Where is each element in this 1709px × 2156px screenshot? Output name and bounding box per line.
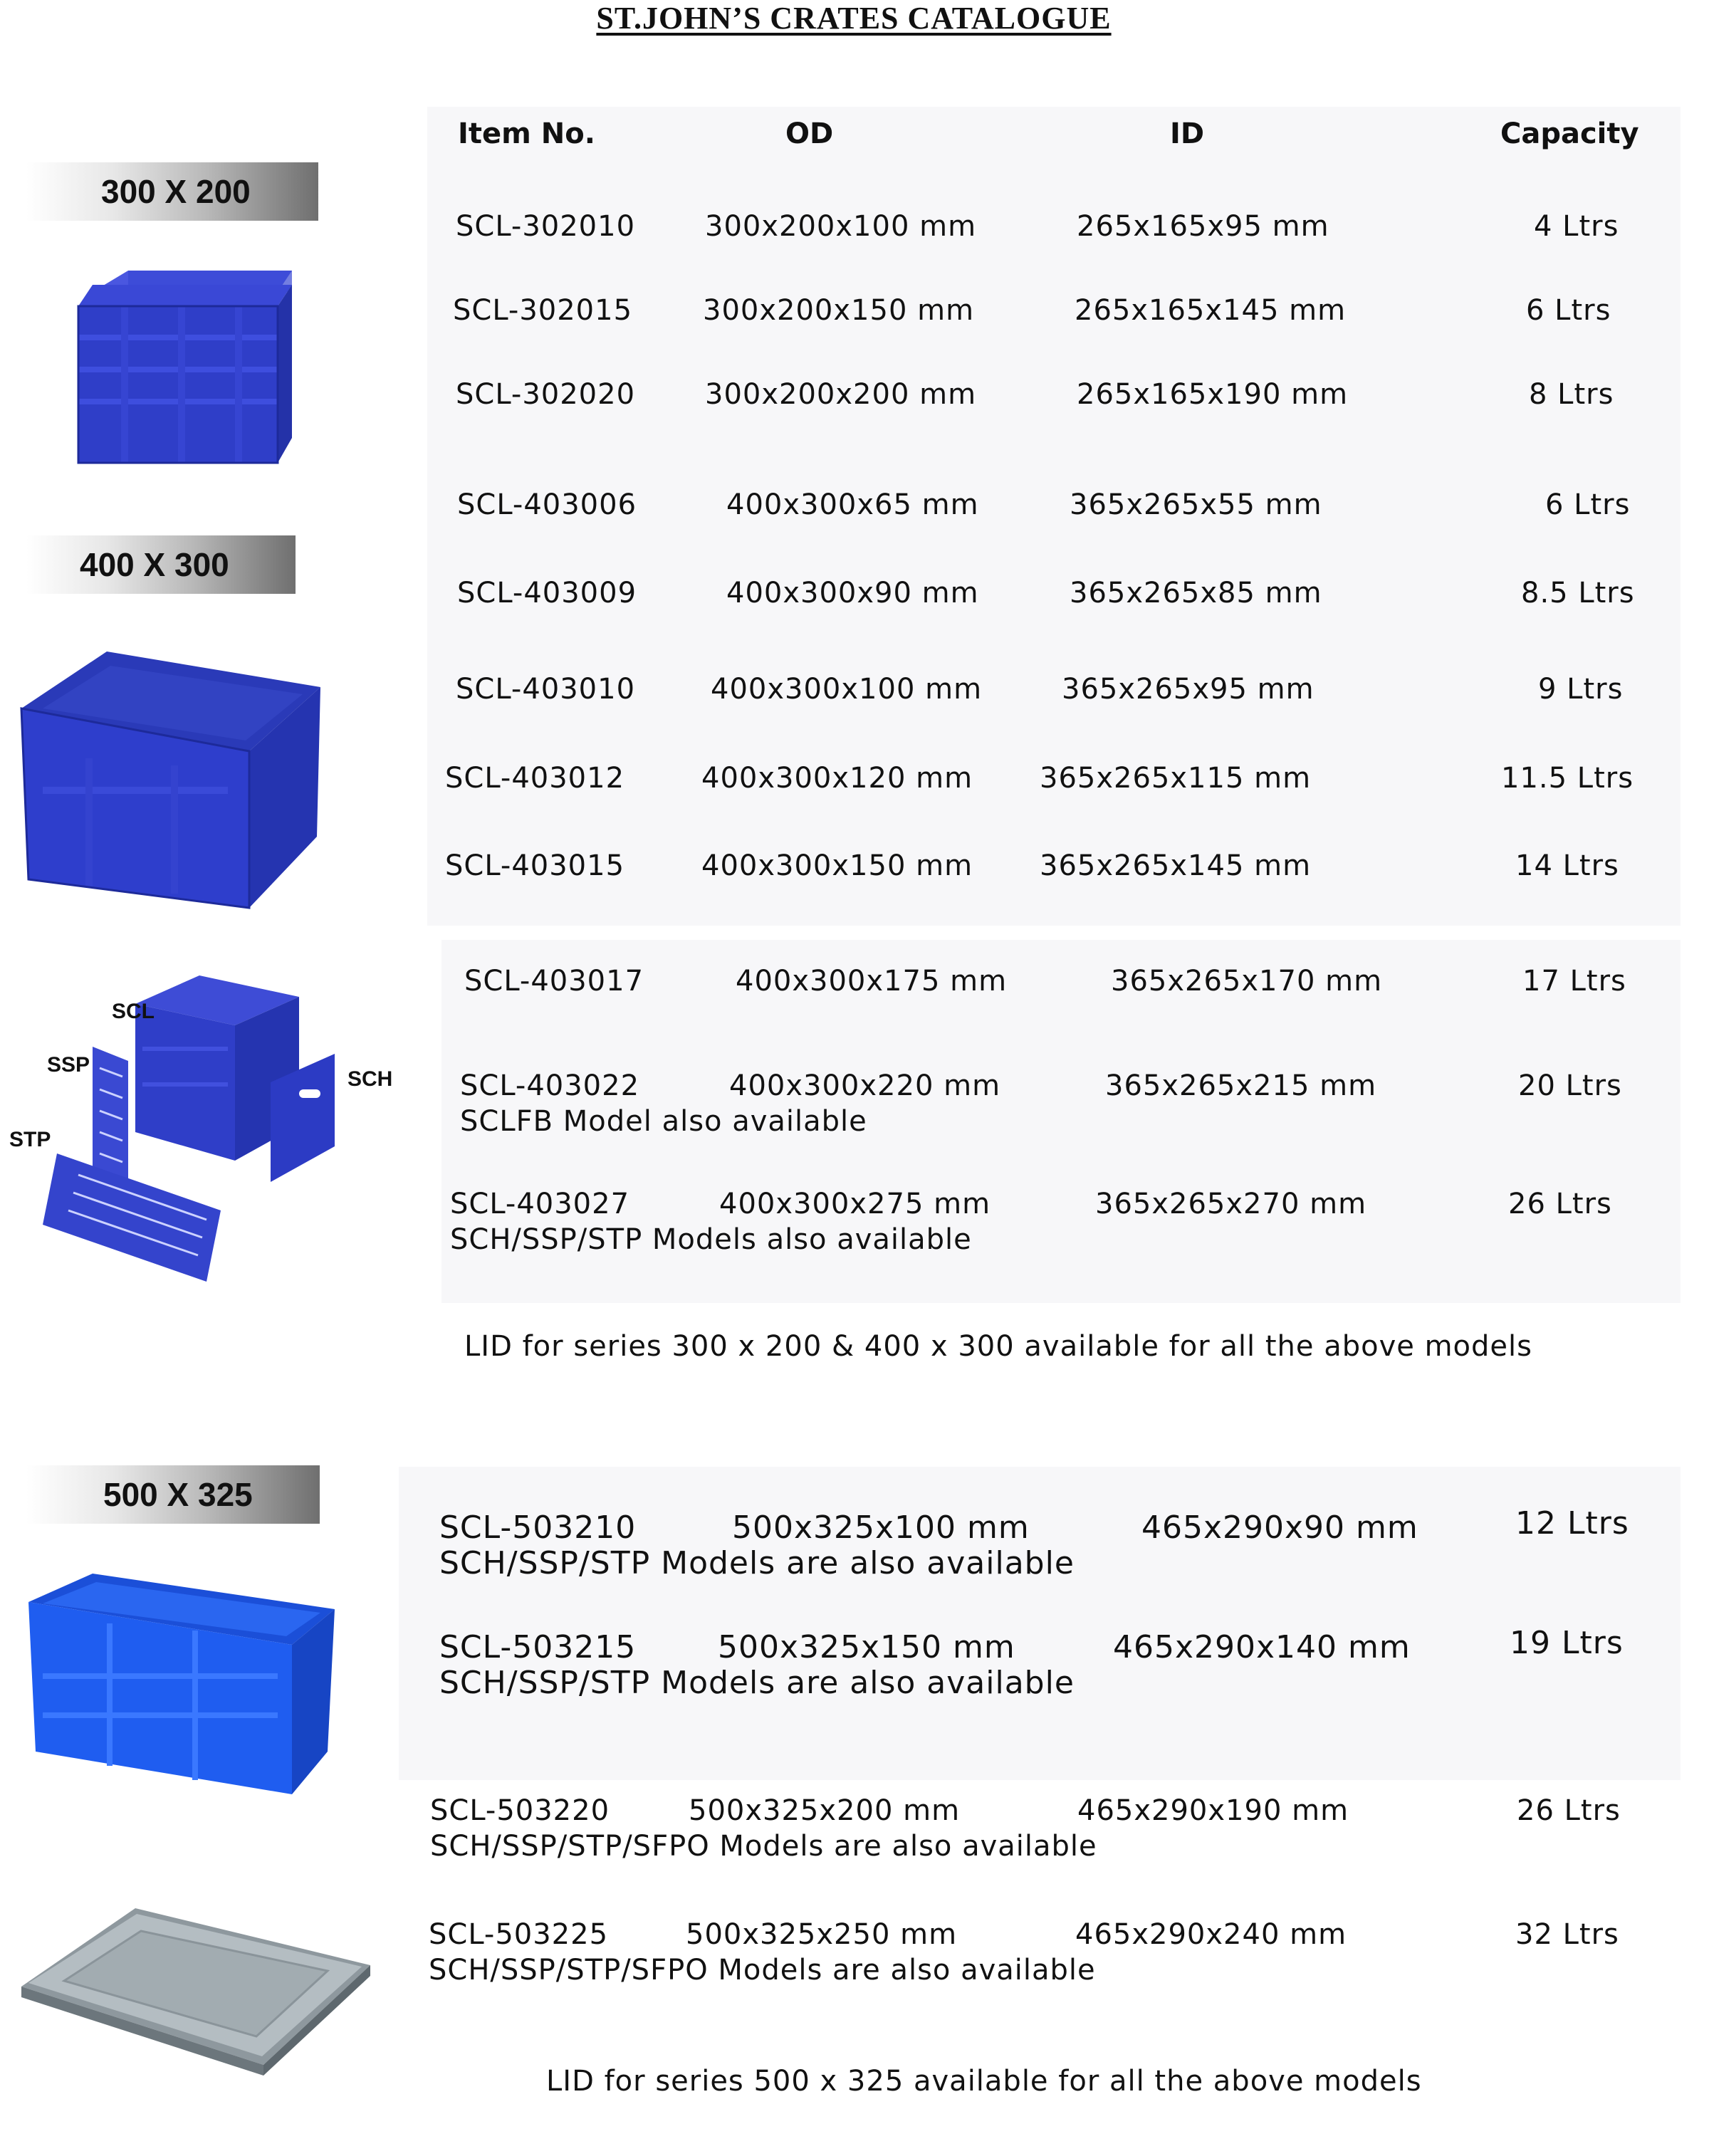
cell-capacity: 14 Ltrs	[1515, 849, 1619, 882]
cell-od: 300x200x100 mm	[705, 210, 977, 243]
cell-capacity: 9 Ltrs	[1538, 673, 1624, 706]
series-badge-400x300	[26, 535, 296, 594]
cell-capacity: 4 Ltrs	[1534, 210, 1619, 243]
lid-image	[14, 1901, 370, 2086]
cell-capacity: 11.5 Ltrs	[1501, 762, 1634, 795]
cell-item-no: SCL-302015	[453, 294, 633, 327]
cell-item-no: SCL-503225	[429, 1918, 609, 1951]
header-od: OD	[785, 117, 834, 150]
cell-od: 500x325x250 mm	[686, 1918, 958, 1951]
lid-note-second: LID for series 500 x 325 available for all the above models	[546, 2065, 1422, 2098]
cell-od: 500x325x200 mm	[689, 1794, 961, 1827]
row-note: SCH/SSP/STP/SFPO Models are also available	[429, 1954, 1096, 1987]
header-id: ID	[1170, 117, 1205, 150]
cell-item-no: SCL-503220	[430, 1794, 610, 1827]
cell-item-no: SCL-302020	[456, 378, 636, 411]
cell-item-no: SCL-503215	[439, 1629, 637, 1665]
cell-id: 365x265x85 mm	[1070, 577, 1322, 609]
cell-capacity: 26 Ltrs	[1517, 1794, 1621, 1827]
crate-500x325-image	[21, 1566, 335, 1809]
crate-400x300-image	[14, 644, 328, 915]
cell-id: 365x265x115 mm	[1040, 762, 1312, 795]
cell-item-no: SCL-403010	[456, 673, 636, 706]
cell-od: 400x300x275 mm	[719, 1188, 991, 1220]
cell-item-no: SCL-403015	[445, 849, 625, 882]
row-note: SCH/SSP/STP Models are also available	[439, 1665, 1075, 1701]
cell-od: 400x300x100 mm	[711, 673, 983, 706]
cell-id: 365x265x145 mm	[1040, 849, 1312, 882]
cell-capacity: 8.5 Ltrs	[1521, 577, 1635, 609]
exploded-crate-image	[0, 947, 413, 1289]
cell-item-no: SCL-403017	[464, 965, 644, 998]
cell-capacity: 32 Ltrs	[1515, 1918, 1619, 1951]
cell-item-no: SCL-403012	[445, 762, 625, 795]
cell-od: 400x300x175 mm	[736, 965, 1008, 998]
cell-capacity: 17 Ltrs	[1522, 965, 1626, 998]
cell-od: 400x300x65 mm	[726, 488, 979, 521]
series-badge-500x325-label: 500 X 325	[103, 1476, 253, 1513]
cell-od: 500x325x150 mm	[718, 1629, 1015, 1665]
header-item-no: Item No.	[458, 117, 595, 150]
cell-id: 465x290x240 mm	[1075, 1918, 1347, 1951]
cell-id: 265x165x95 mm	[1077, 210, 1329, 243]
cell-capacity: 20 Ltrs	[1518, 1069, 1622, 1102]
page-title	[0, 0, 1709, 36]
row-note: SCLFB Model also available	[460, 1105, 867, 1138]
cell-id: 365x265x55 mm	[1070, 488, 1322, 521]
exploded-label-ssp: SSP	[47, 1053, 90, 1077]
cell-od: 400x300x220 mm	[729, 1069, 1001, 1102]
exploded-label-stp: STP	[9, 1128, 51, 1151]
series-badge-300x200-label: 300 X 200	[101, 173, 251, 210]
cell-id: 265x165x145 mm	[1075, 294, 1347, 327]
header-capacity: Capacity	[1500, 117, 1639, 150]
cell-id: 265x165x190 mm	[1077, 378, 1349, 411]
cell-capacity: 12 Ltrs	[1515, 1505, 1629, 1542]
cell-id: 365x265x95 mm	[1062, 673, 1315, 706]
cell-capacity: 19 Ltrs	[1510, 1625, 1624, 1661]
cell-item-no: SCL-403027	[450, 1188, 630, 1220]
cell-item-no: SCL-403022	[460, 1069, 640, 1102]
cell-id: 365x265x215 mm	[1105, 1069, 1377, 1102]
cell-capacity: 8 Ltrs	[1529, 378, 1614, 411]
cell-id: 365x265x170 mm	[1111, 965, 1383, 998]
cell-od: 400x300x120 mm	[701, 762, 973, 795]
row-note: SCH/SSP/STP/SFPO Models are also available	[430, 1830, 1097, 1863]
cell-capacity: 6 Ltrs	[1545, 488, 1631, 521]
cell-capacity: 6 Ltrs	[1526, 294, 1611, 327]
crate-300x200-image	[64, 263, 306, 477]
cell-item-no: SCL-503210	[439, 1509, 637, 1546]
cell-item-no: SCL-302010	[456, 210, 636, 243]
cell-od: 500x325x100 mm	[732, 1509, 1030, 1546]
row-note: SCH/SSP/STP Models also available	[450, 1223, 972, 1256]
cell-id: 465x290x140 mm	[1113, 1629, 1411, 1665]
lid-note-first: LID for series 300 x 200 & 400 x 300 available for all the above models	[464, 1330, 1532, 1363]
page-title-text: ST.JOHN’S CRATES CATALOGUE	[596, 1, 1112, 36]
cell-id: 465x290x90 mm	[1141, 1509, 1418, 1546]
cell-capacity: 26 Ltrs	[1508, 1188, 1612, 1220]
row-note: SCH/SSP/STP Models are also available	[439, 1545, 1075, 1581]
series-badge-500x325	[26, 1465, 320, 1524]
cell-od: 300x200x150 mm	[703, 294, 975, 327]
cell-id: 465x290x190 mm	[1077, 1794, 1349, 1827]
series-badge-400x300-label: 400 X 300	[80, 546, 229, 583]
series-badge-300x200	[26, 162, 318, 221]
exploded-label-sch: SCH	[347, 1067, 393, 1091]
cell-item-no: SCL-403009	[457, 577, 637, 609]
cell-od: 300x200x200 mm	[705, 378, 977, 411]
cell-id: 365x265x270 mm	[1095, 1188, 1367, 1220]
cell-od: 400x300x150 mm	[701, 849, 973, 882]
cell-item-no: SCL-403006	[457, 488, 637, 521]
cell-od: 400x300x90 mm	[726, 577, 979, 609]
exploded-label-scl: SCL	[112, 1000, 155, 1023]
